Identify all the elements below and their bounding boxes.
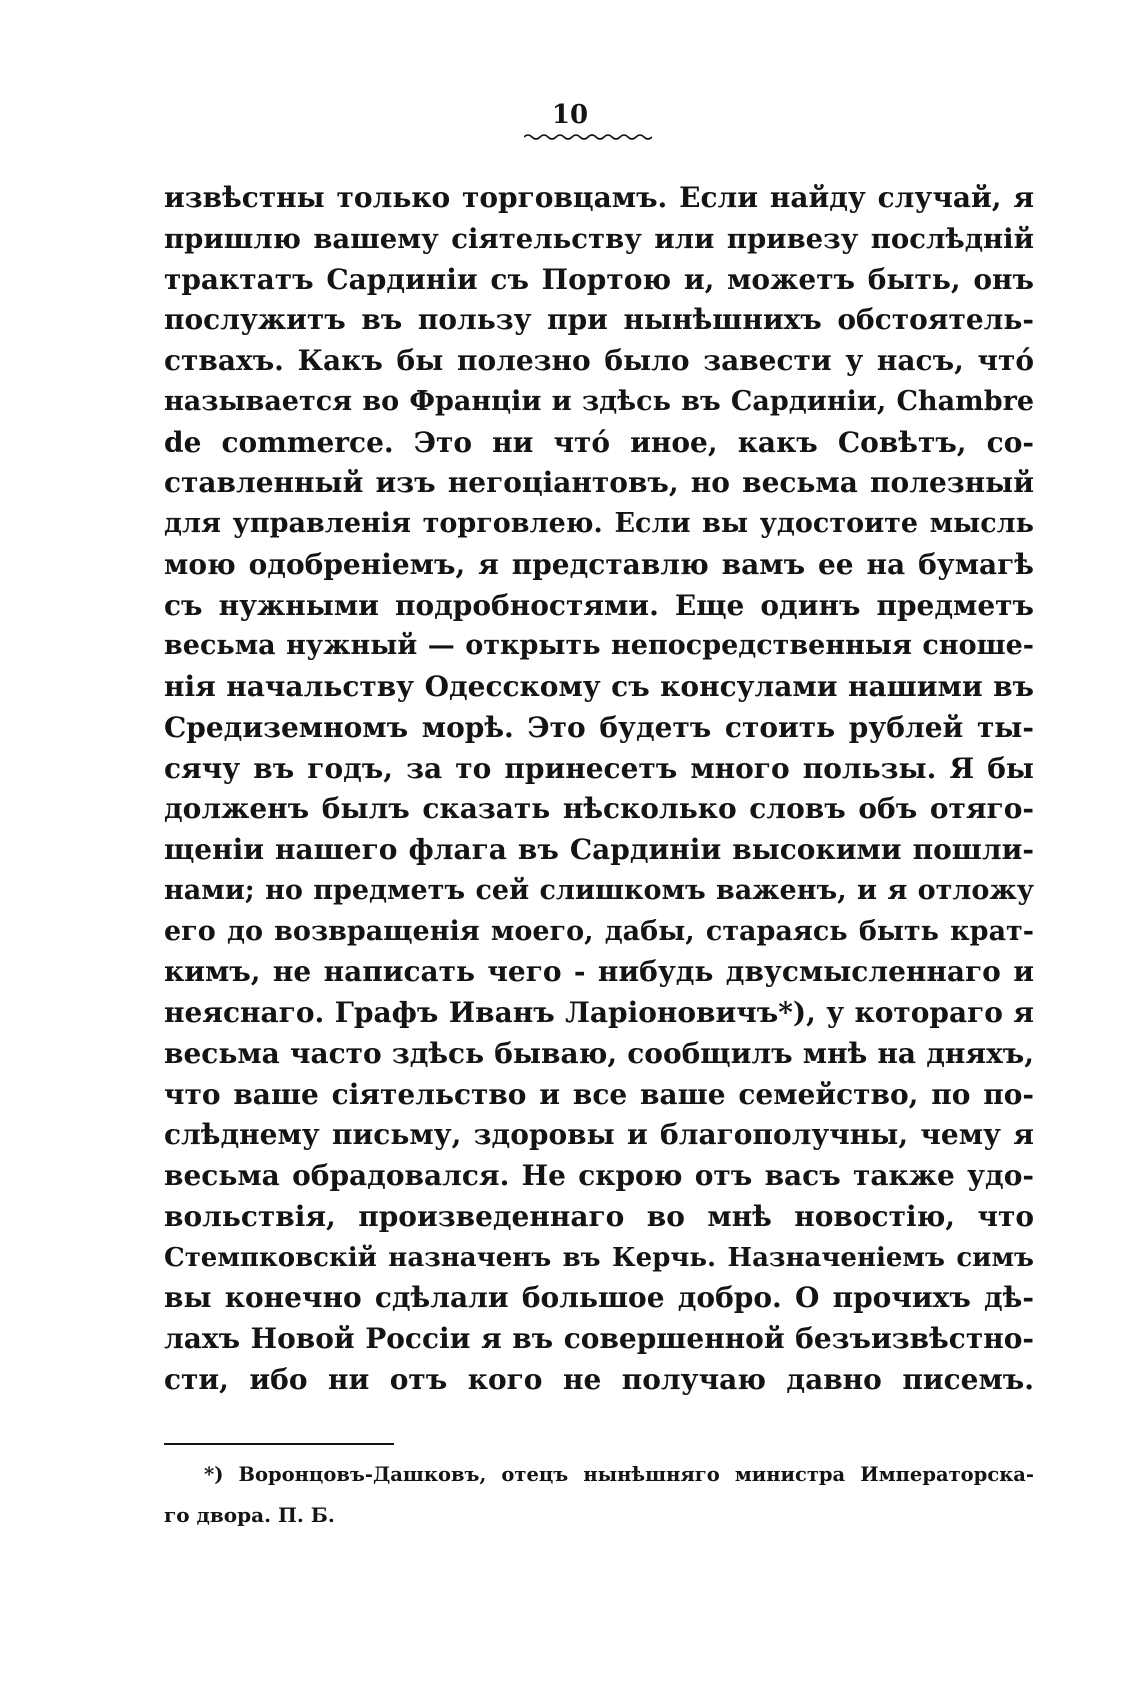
text-line: весьма часто здѣсь бываю, сообщилъ мнѣ на дняхъ, <box>164 1036 1034 1070</box>
text-line: вы конечно сдѣлали большое добро. О прочихъ дѣ- <box>164 1281 1034 1315</box>
text-line: извѣстны только торговцамъ. Если найду случай, я <box>164 181 1034 214</box>
footnote-line: го двора. П. Б. <box>164 1503 335 1527</box>
text-line: его до возвращенія моего, дабы, стараясь быть крат- <box>164 915 1034 947</box>
body-text <box>164 178 1034 1401</box>
wavy-rule-ornament <box>524 132 652 142</box>
text-line: de commerce. Это ни что́ иное, какъ Совѣтъ, со- <box>164 425 1034 459</box>
text-line: что ваше сіятельство и все ваше семейство, по по- <box>164 1077 1034 1111</box>
text-line: вольствія, произведеннаго во мнѣ новостію, что <box>164 1199 1034 1233</box>
text-line: съ нужными подробностями. Еще одинъ предметъ <box>164 588 1034 622</box>
text-line: пришлю вашему сіятельству или привезу послѣдній <box>164 222 1034 255</box>
text-line: весьма обрадовался. Не скрою отъ васъ также удо- <box>164 1159 1034 1192</box>
text-line: Стемпковскій назначенъ въ Керчь. Назначеніемъ симъ <box>164 1242 1034 1273</box>
text-line: слѣднему письму, здоровы и благополучны, чему я <box>164 1118 1034 1152</box>
page-number: 10 <box>551 100 589 130</box>
text-line: ставленный изъ негоціантовъ, но весьма полезный <box>164 466 1034 500</box>
text-line: сти, ибо ни отъ кого не получаю давно писемъ. <box>164 1362 1034 1396</box>
text-line: долженъ былъ сказать нѣсколько словъ объ отяго- <box>164 792 1034 826</box>
text-line: называется во Франціи и здѣсь въ Сардиніи, Chambre <box>164 385 1034 417</box>
text-line: мою одобреніемъ, я представлю вамъ ее на бумагѣ <box>164 547 1034 581</box>
text-line: для управленія торговлею. Если вы удостоите мысль <box>164 508 1034 539</box>
text-line: сячу въ годъ, за то принесетъ много пользы. Я бы <box>164 751 1034 785</box>
footnote-line: *) Воронцовъ-Дашковъ, отецъ нынѣшняго министра Императорска- <box>204 1463 1034 1486</box>
text-line: щеніи нашего флага въ Сардиніи высокими пошли- <box>164 833 1034 866</box>
text-line: весьма нужный — открыть непосредственныя сноше- <box>164 630 1034 662</box>
text-line: неяснаго. Графъ Иванъ Ларіоновичъ*), у котораго я <box>164 996 1034 1029</box>
footnote-divider <box>164 1443 394 1445</box>
text-line: Средиземномъ морѣ. Это будетъ стоить рублей ты- <box>164 710 1034 744</box>
text-line: лахъ Новой Россіи я въ совершенной безъизвѣстно- <box>164 1322 1034 1355</box>
text-line: ствахъ. Какъ бы полезно было завести у насъ, что́ <box>164 344 1034 377</box>
text-line: кимъ, не написать чего - нибудь двусмысленнаго и <box>164 955 1034 989</box>
text-line: нія начальству Одесскому съ консулами нашими въ <box>164 670 1034 703</box>
footnote <box>164 1455 1034 1535</box>
text-line: нами; но предметъ сей слишкомъ важенъ, и я отложу <box>164 874 1034 906</box>
text-line: трактатъ Сардиніи съ Портою и, можетъ быть, онъ <box>164 262 1034 296</box>
text-line: послужитъ въ пользу при нынѣшнихъ обстоятель- <box>164 303 1034 337</box>
